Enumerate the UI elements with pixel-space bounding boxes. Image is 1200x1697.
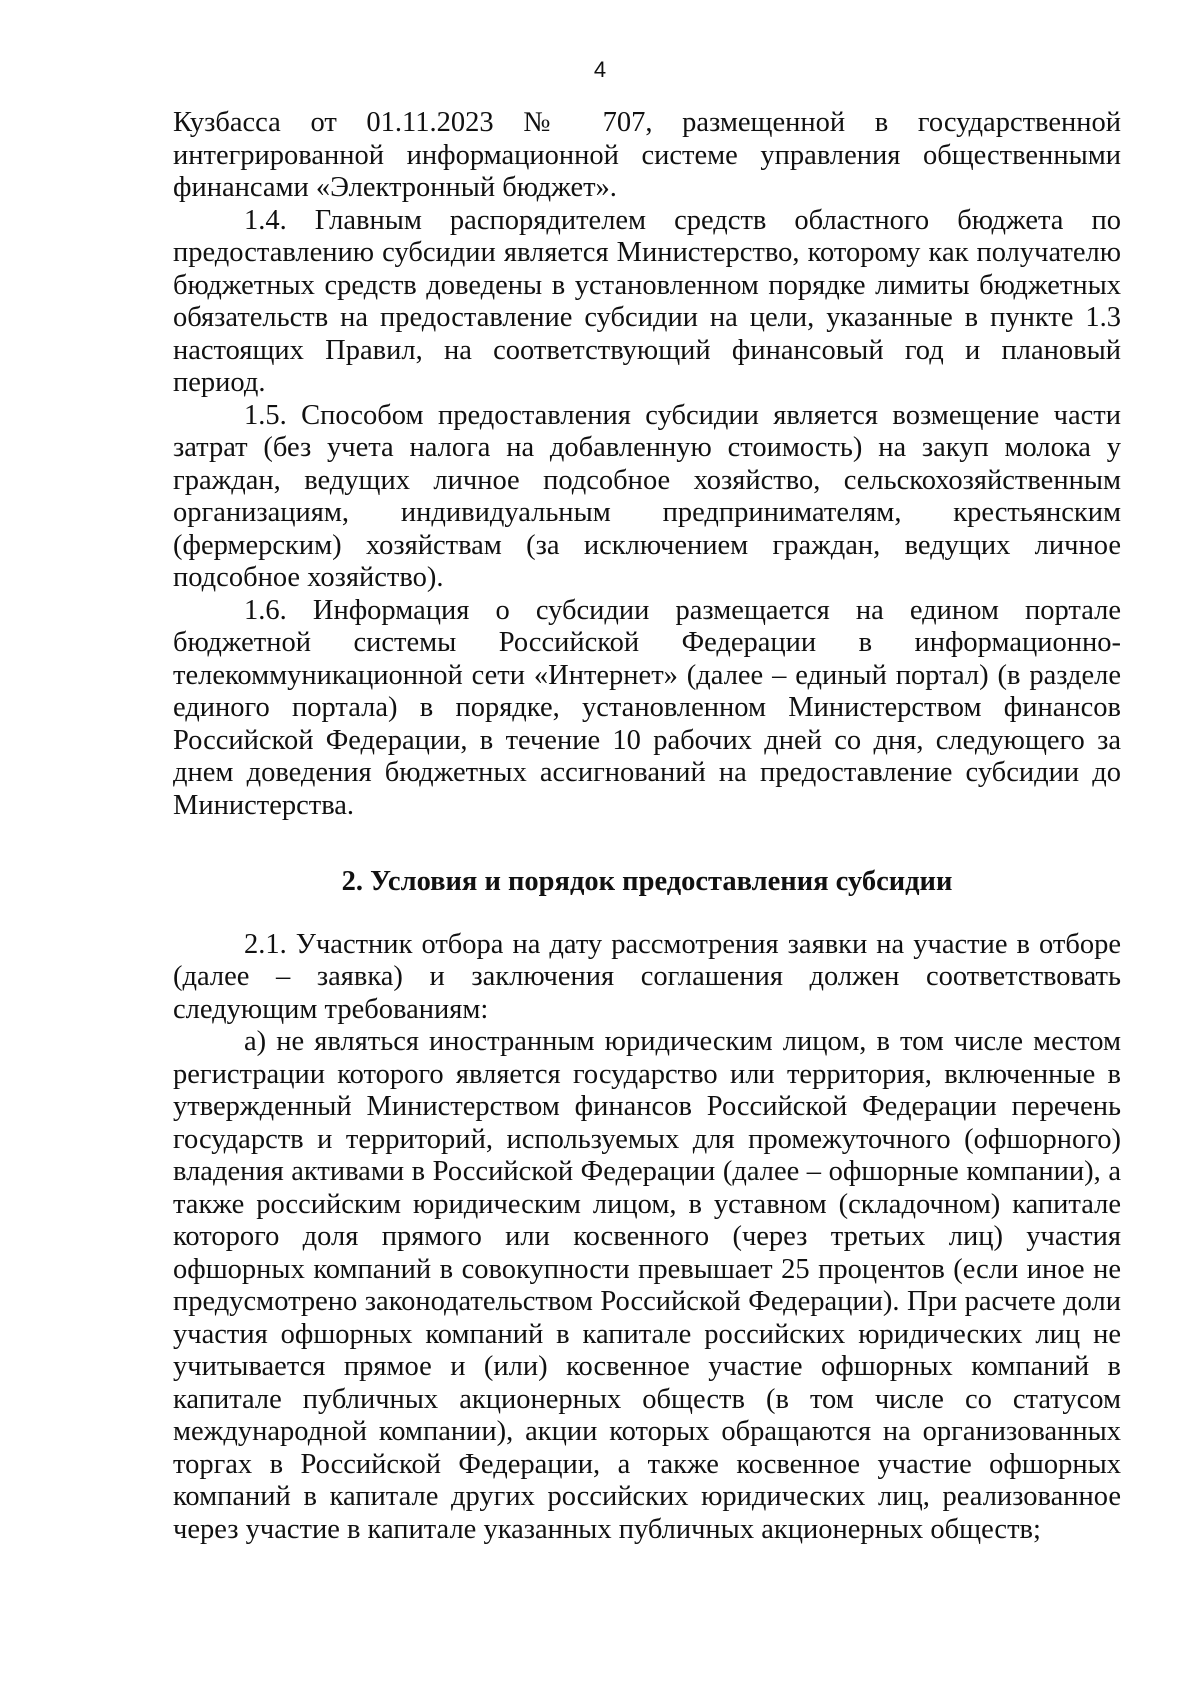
spacer [173,822,1121,866]
paragraph-2-1: 2.1. Участник отбора на дату рассмотрения заявки на участие в отборе (далее – заявка) и заключения соглашения должен соответствовать следующим требованиям: [173,928,1121,1025]
document-body [173,107,1121,1546]
section-heading: 2. Условия и порядок предоставления субсидии [341,866,953,897]
paragraph-2-1-a: а) не являться иностранным юридическим лицом, в том числе местом регистрации которого является государство или территория, включенные в утвержденный Министерством финансов Российской Федерации перечень государств и территорий, используемых для промежуточного (офшорного) владения активами в Российской Федерации (далее – офшорные компании), а также российским юридическим лицом, в уставном (складочном) капитале которого доля прямого или косвенного (через третьих лиц) участия офшорных компаний в совокупности превышает 25 процентов (если иное не предусмотрено законодательством Российской Федерации). При расчете доли участия офшорных компаний в капитале российских юридических лиц не учитывается прямое и (или) косвенное участие офшорных компаний в капитале публичных акционерных обществ (в том числе со статусом международной компании), акции которых обращаются на организованных торгах в Российской Федерации, а также косвенное участие офшорных компаний в капитале других российских юридических лиц, реализованное через участие в капитале указанных публичных акционерных обществ; [173,1026,1121,1545]
page-number: 4 [593,57,607,82]
spacer [173,899,1121,929]
paragraph-1-5: 1.5. Способом предоставления субсидии является возмещение части затрат (без учета налога на добавленную стоимость) на закуп молока у граждан, ведущих личное подсобное хозяйство, сельскохозяйственным организациям, индивидуальным предпринимателям, крестьянским (фермерским) хозяйствам (за исключением граждан, ведущих личное подсобное хозяйство). [173,399,1121,593]
paragraph-1-6: 1.6. Информация о субсидии размещается на едином портале бюджетной системы Российской Федерации в информационно-телекоммуникационной сети «Интернет» (далее – единый портал) (в разделе единого портала) в порядке, установленном Министерством финансов Российской Федерации, в течение 10 рабочих дней со дня, следующего за днем доведения бюджетных ассигнований на предоставление субсидии до Министерства. [173,594,1121,821]
paragraph-continuation: Кузбасса от 01.11.2023 № 707, размещенной в государственной интегрированной информационной системе управления общественными финансами «Электронный бюджет». [173,107,1121,203]
paragraph-1-4: 1.4. Главным распорядителем средств областного бюджета по предоставлению субсидии является Министерство, которому как получателю бюджетных средств доведены в установленном порядке лимиты бюджетных обязательств на предоставление субсидии на цели, указанные в пункте 1.3 настоящих Правил, на соответствующий финансовый год и плановый период. [173,204,1121,398]
